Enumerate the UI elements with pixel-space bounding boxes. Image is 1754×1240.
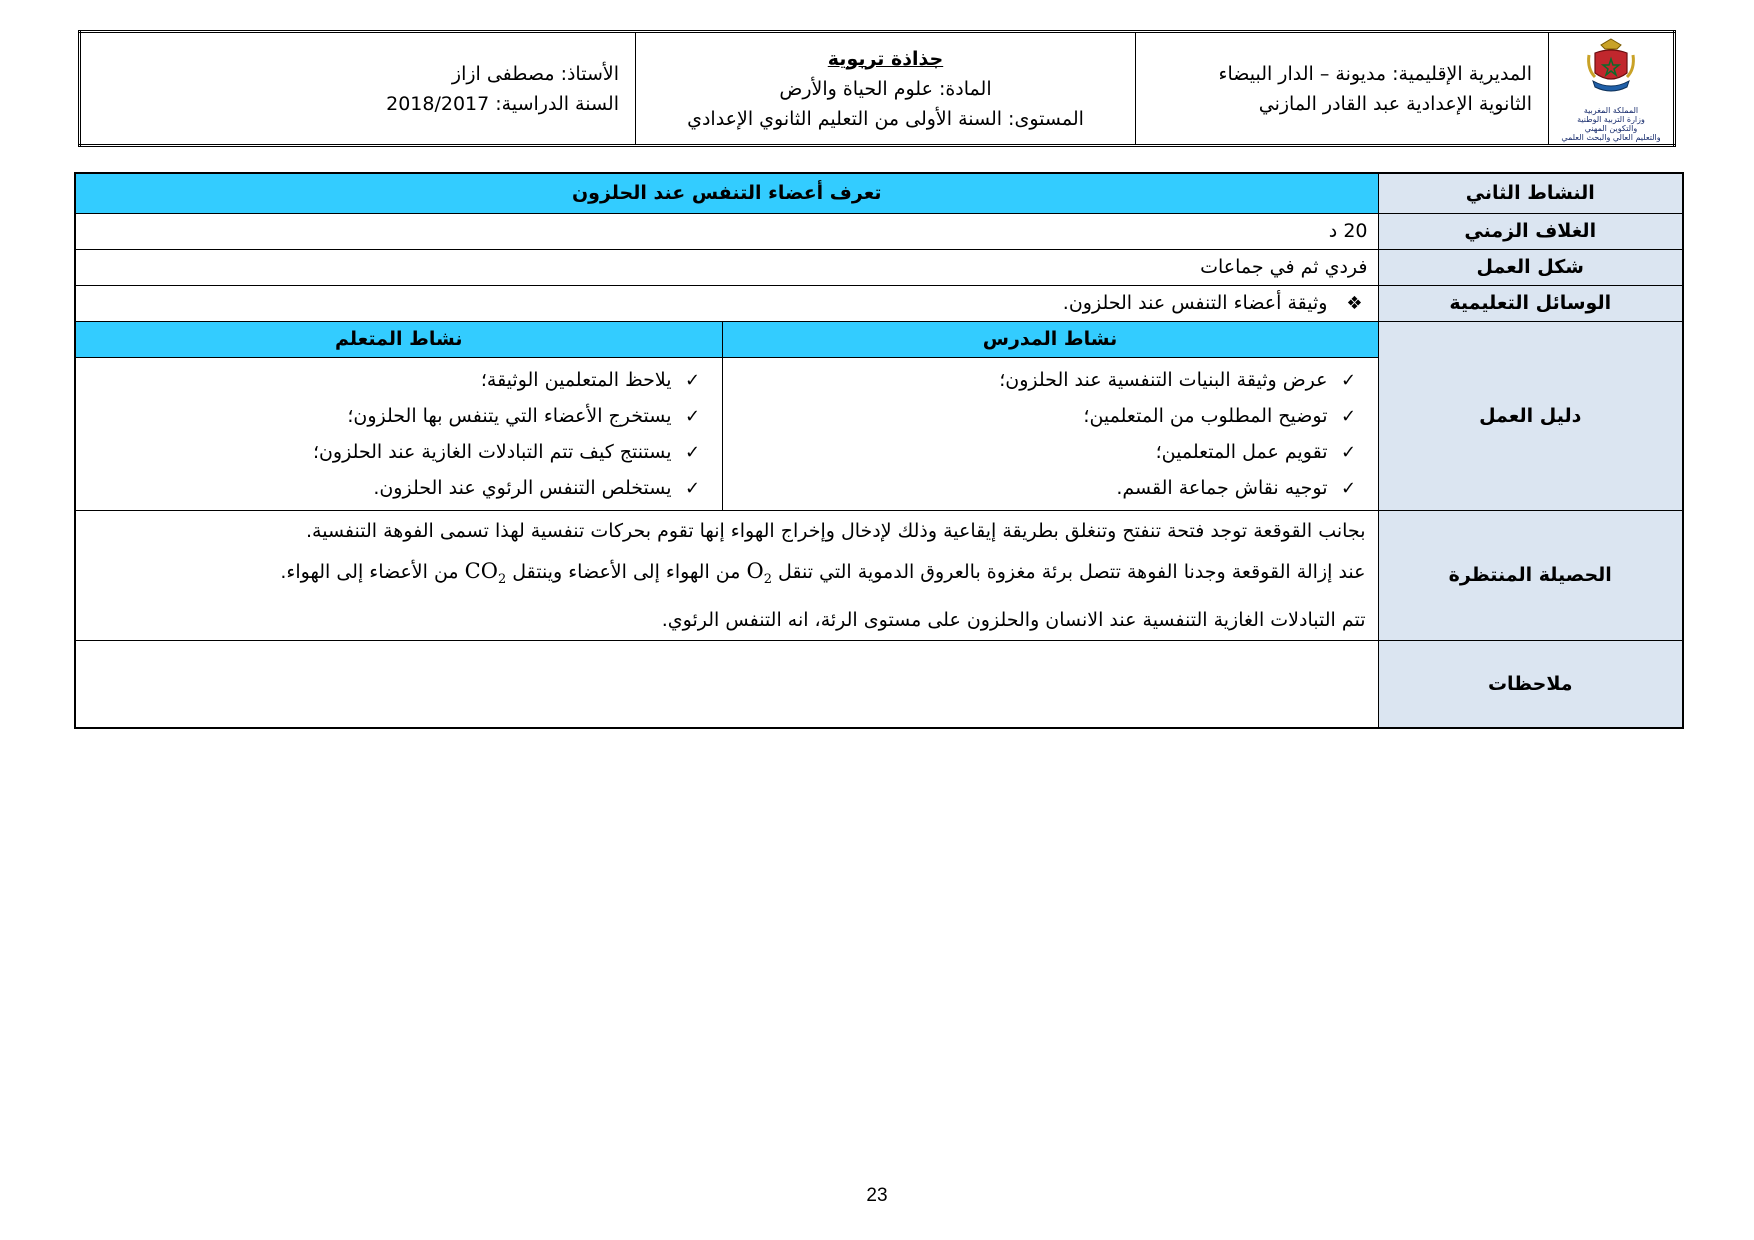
logo-caption-4: والتعليم العالي والبحث العلمي — [1561, 133, 1661, 142]
diamond-bullet-icon: ❖ — [1346, 293, 1363, 314]
resources-row — [75, 285, 1683, 321]
outcome-line-1: بجانب القوقعة توجد فتحة تنفتح وتنغلق بطريقة إيقاعية وذلك لإدخال وإخراج الهواء إنها تقوم بحركات تنفسية لهذا تسمى الفوهة التنفسية. — [306, 519, 1366, 542]
outcome-text — [75, 510, 1378, 640]
learner-activity-header: نشاط المتعلم — [75, 321, 722, 357]
teacher-info — [80, 32, 636, 146]
list-item: ✓توضيح المطلوب من المتعلمين؛ — [739, 398, 1362, 434]
list-item: ✓توجيه نقاش جماعة القسم. — [739, 470, 1362, 506]
time-label: الغلاف الزمني — [1378, 213, 1683, 249]
list-item: ✓يستخرج الأعضاء التي يتنفس بها الحلزون؛ — [92, 398, 706, 434]
list-item: ✓تقويم عمل المتعلمين؛ — [739, 434, 1362, 470]
page-number: 23 — [866, 1185, 888, 1206]
teacher-activity-list — [722, 357, 1378, 510]
time-row — [75, 213, 1683, 249]
list-item: ✓عرض وثيقة البنيات التنفسية عند الحلزون؛ — [739, 362, 1362, 398]
outcome-line-3: تتم التبادلات الغازية التنفسية عند الانسان والحلزون على مستوى الرئة، انه التنفس الرئوي. — [661, 608, 1366, 631]
check-icon: ✓ — [684, 369, 701, 391]
activity-title: تعرف أعضاء التنفس عند الحلزون — [75, 173, 1378, 213]
logo-caption-2: وزارة التربية الوطنية — [1577, 115, 1645, 124]
directorate: المديرية الإقليمية: مديونة – الدار البيضاء — [1218, 62, 1532, 85]
list-item: ✓يلاحظ المتعلمين الوثيقة؛ — [92, 362, 706, 398]
institution-info — [1136, 32, 1549, 146]
level: المستوى: السنة الأولى من التعليم الثانوي الإعدادي — [687, 107, 1084, 130]
resources-label: الوسائل التعليمية — [1378, 285, 1683, 321]
outcome-line-2: عند إزالة القوقعة وجدنا الفوهة تتصل برئة مغزوة بالعروق الدموية التي تنقل $O_2$ من الهواء إلى الأعضاء وينتقل $CO_2$ من الأعضاء إلى الهواء. — [280, 558, 1366, 587]
guide-label: دليل العمل — [1378, 321, 1683, 510]
teacher-name: الأستاذ: مصطفى ازاز — [451, 62, 619, 85]
resources-value: وثيقة أعضاء التنفس عند الحلزون. — [1062, 292, 1328, 314]
learner-activity-list — [75, 357, 722, 510]
check-icon: ✓ — [684, 405, 701, 427]
check-icon: ✓ — [1340, 405, 1357, 427]
guide-header-row — [75, 321, 1683, 357]
co2-formula: $CO_2$ — [464, 558, 507, 587]
time-value: 20 د — [75, 213, 1378, 249]
work-form-label: شكل العمل — [1378, 249, 1683, 285]
coat-of-arms-icon — [1583, 35, 1639, 97]
logo-caption-3: والتكوين المهني — [1584, 124, 1638, 133]
check-icon: ✓ — [1340, 369, 1357, 391]
document-header — [78, 30, 1676, 147]
work-form-value: فردي ثم في جماعات — [75, 249, 1378, 285]
resources-cell — [75, 285, 1378, 321]
check-icon: ✓ — [684, 477, 701, 499]
teacher-activity-header: نشاط المدرس — [722, 321, 1378, 357]
activity-label: النشاط الثاني — [1378, 173, 1683, 213]
lesson-table — [74, 172, 1684, 729]
check-icon: ✓ — [1340, 441, 1357, 463]
check-icon: ✓ — [684, 441, 701, 463]
doc-title: جذاذة تربوية — [827, 47, 944, 70]
logo-caption-1: المملكة المغربية — [1583, 106, 1639, 115]
ministry-logo — [1549, 32, 1675, 146]
notes-value — [75, 640, 1378, 728]
outcome-row — [75, 510, 1683, 640]
school-year: السنة الدراسية: 2018/2017 — [386, 92, 619, 115]
oxygen-formula: $O_2$ — [746, 558, 772, 587]
notes-label: ملاحظات — [1378, 640, 1683, 728]
check-icon: ✓ — [1340, 477, 1357, 499]
outcome-label: الحصيلة المنتظرة — [1378, 510, 1683, 640]
list-item: ✓يستنتج كيف تتم التبادلات الغازية عند الحلزون؛ — [92, 434, 706, 470]
lesson-info — [636, 32, 1136, 146]
list-item: ✓يستخلص التنفس الرئوي عند الحلزون. — [92, 470, 706, 506]
notes-row — [75, 640, 1683, 728]
school-name: الثانوية الإعدادية عبد القادر المازني — [1258, 92, 1532, 115]
work-form-row — [75, 249, 1683, 285]
subject: المادة: علوم الحياة والأرض — [779, 77, 992, 100]
activity-row — [75, 173, 1683, 213]
